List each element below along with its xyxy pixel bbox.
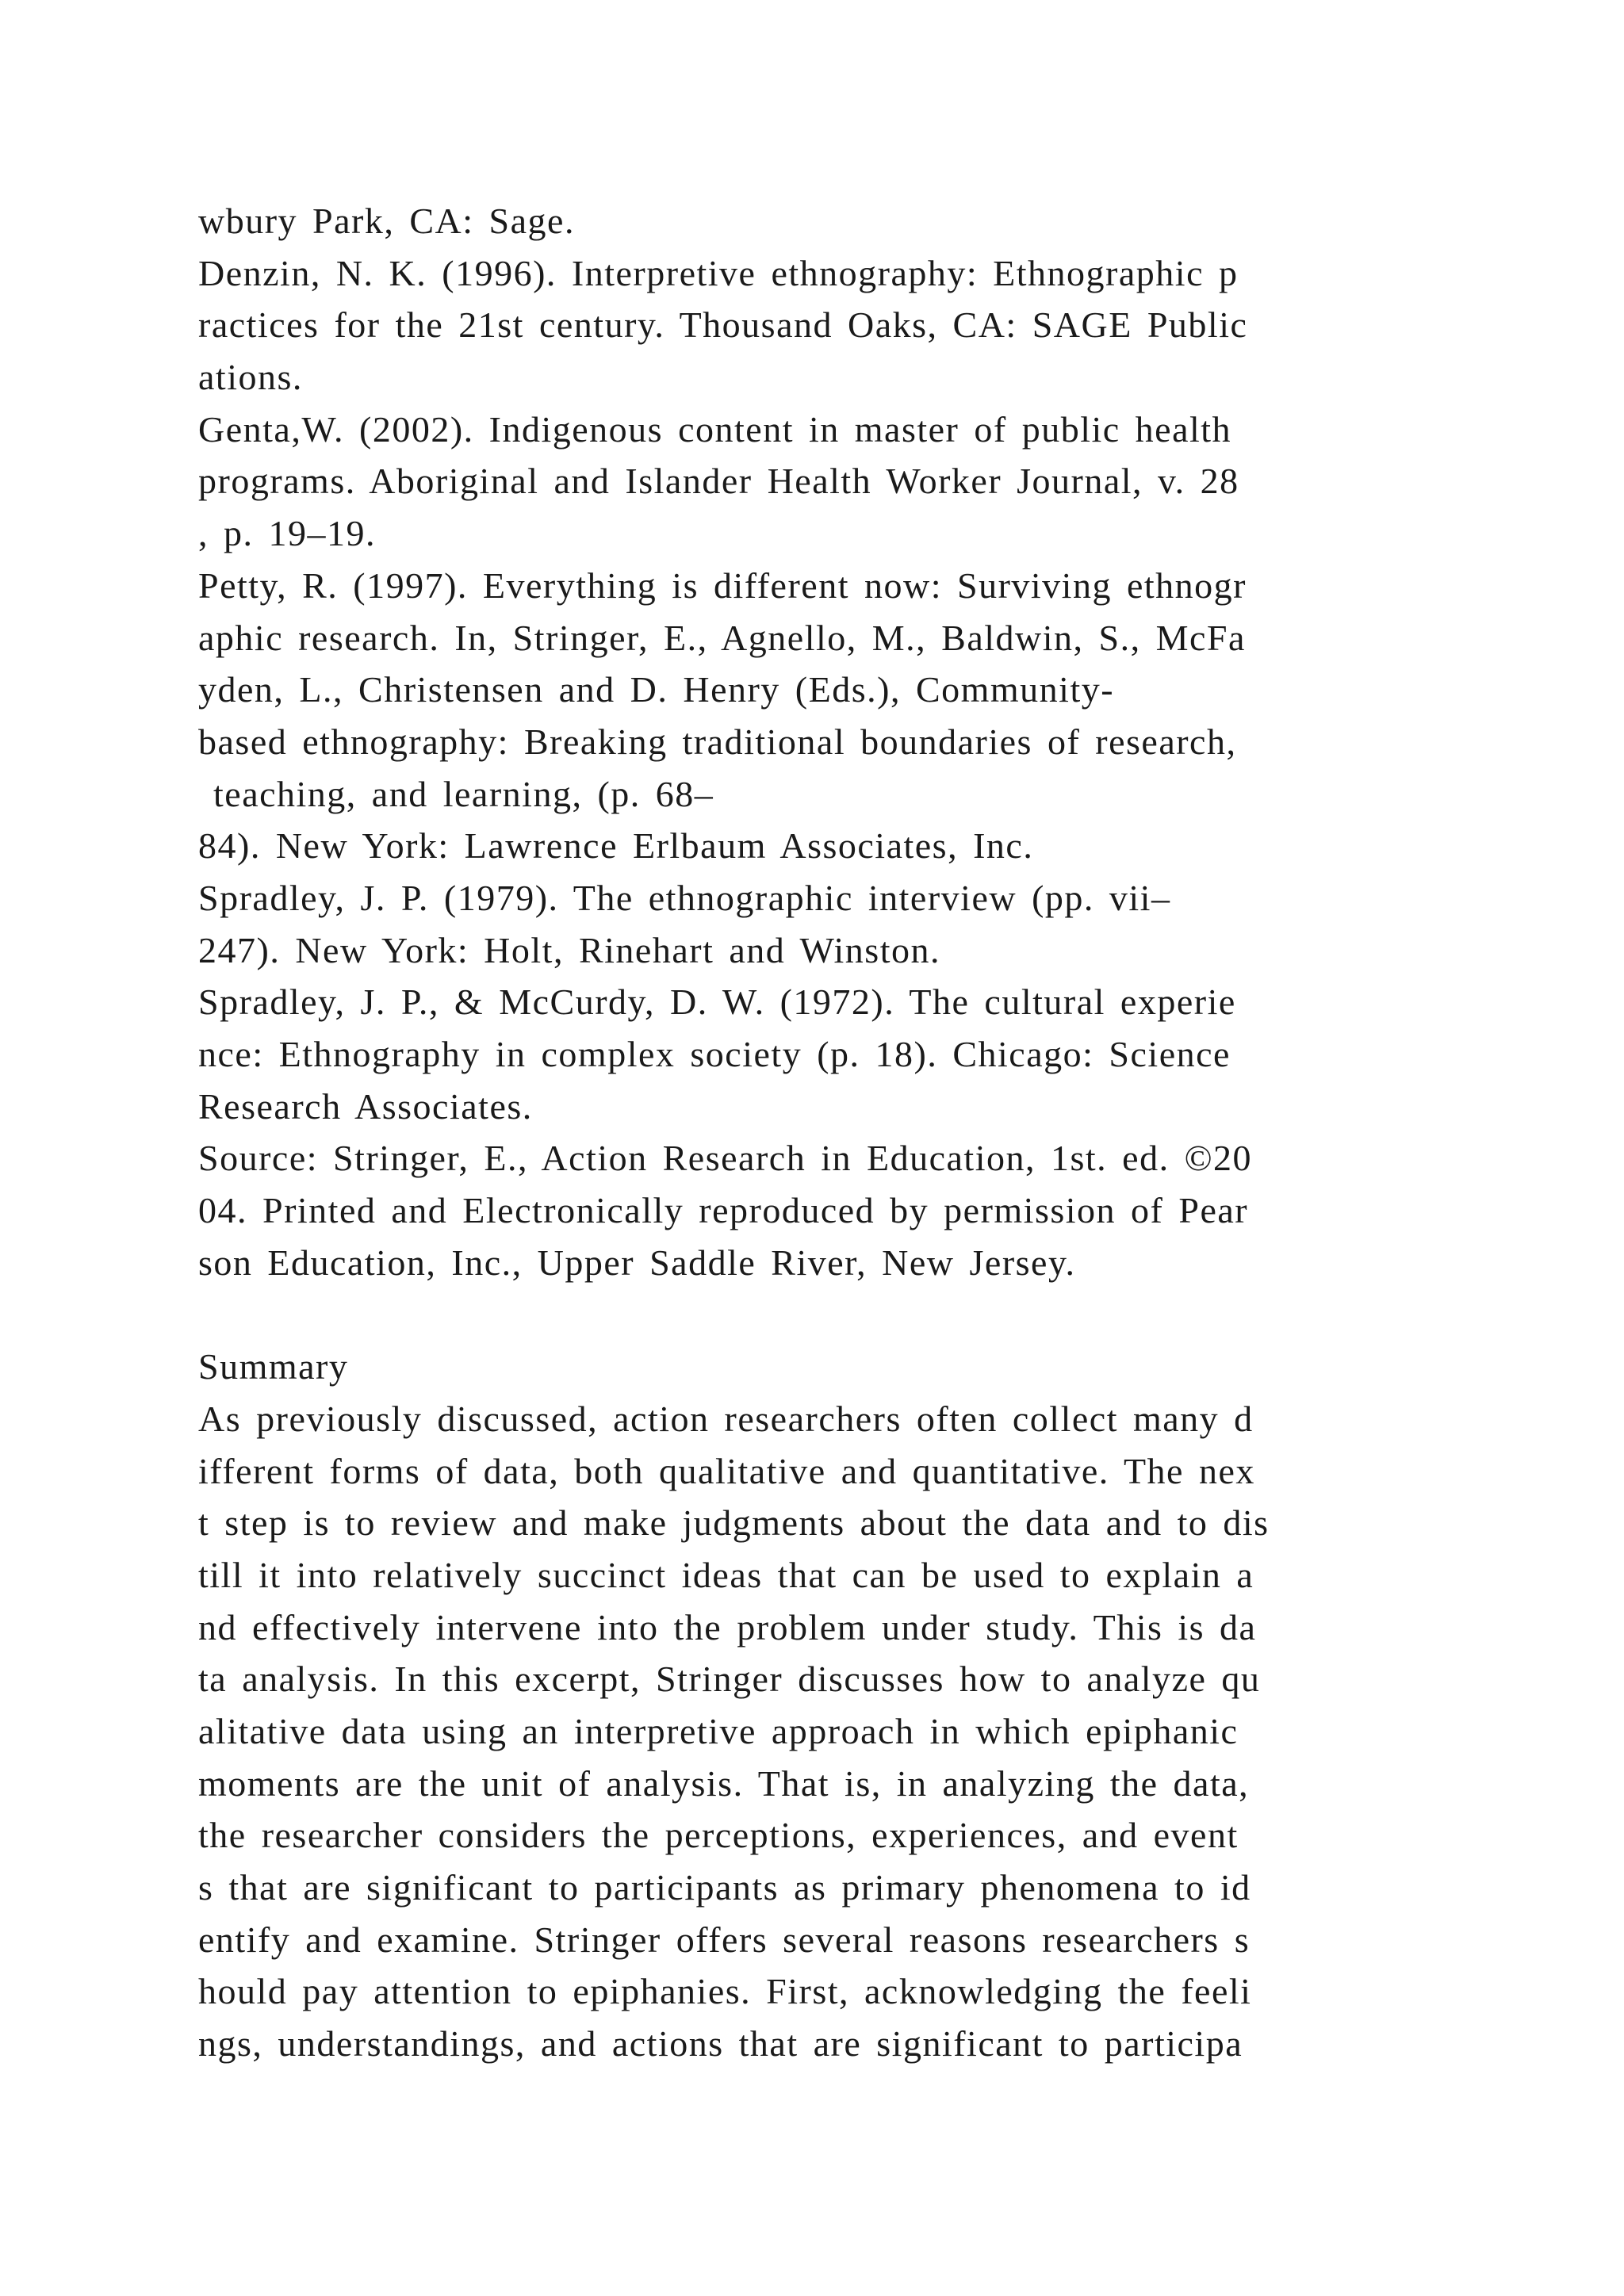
summary-line: As previously discussed, action researchers often collect many d: [198, 1398, 1254, 1439]
reference-list: [198, 195, 1435, 1288]
reference-line: Research Associates.: [198, 1085, 533, 1127]
summary-line: ifferent forms of data, both qualitative and quantitative. The nex: [198, 1450, 1255, 1491]
summary-line: the researcher considers the perceptions, experiences, and event: [198, 1815, 1239, 1856]
reference-line: 247). New York: Holt, Rinehart and Winston.: [198, 929, 940, 970]
document-text: [198, 195, 1435, 2070]
reference-line: wbury Park, CA: Sage.: [198, 201, 575, 241]
summary-line: ngs, understandings, and actions that are significant to participa: [198, 2023, 1243, 2064]
reference-line: ractices for the 21st century. Thousand Oaks, CA: SAGE Public: [198, 304, 1248, 346]
reference-line: aphic research. In, Stringer, E., Agnello, M., Baldwin, S., McFa: [198, 617, 1246, 658]
summary-line: t step is to review and make judgments about the data and to dis: [198, 1502, 1270, 1544]
source-line: Source: Stringer, E., Action Research in Education, 1st. ed. ©20: [198, 1138, 1253, 1179]
summary-line: alitative data using an interpretive approach in which epiphanic: [198, 1710, 1239, 1751]
reference-line: Spradley, J. P., & McCurdy, D. W. (1972). The cultural experie: [198, 982, 1236, 1023]
summary-line: ta analysis. In this excerpt, Stringer discusses how to analyze qu: [198, 1659, 1261, 1700]
summary-line: nd effectively intervene into the problem under study. This is da: [198, 1606, 1257, 1647]
reference-line: , p. 19–19.: [198, 513, 376, 554]
paragraph-gap: [198, 1288, 1435, 1341]
reference-line: based ethnography: Breaking traditional boundaries of research,: [198, 721, 1237, 762]
reference-line: Spradley, J. P. (1979). The ethnographic interview (pp. vii–: [198, 877, 1171, 918]
summary-line: hould pay attention to epiphanies. First, acknowledging the feeli: [198, 1971, 1252, 2012]
source-line: 04. Printed and Electronically reproduced by permission of Pear: [198, 1190, 1249, 1231]
reference-line: 84). New York: Lawrence Erlbaum Associates, Inc.: [198, 825, 1034, 867]
summary-section: [198, 1341, 1435, 2070]
summary-heading: Summary: [198, 1346, 349, 1387]
reference-line: Denzin, N. K. (1996). Interpretive ethnography: Ethnographic p: [198, 252, 1239, 293]
reference-line: ations.: [198, 357, 303, 398]
reference-line: Petty, R. (1997). Everything is different now: Surviving ethnogr: [198, 564, 1247, 606]
reference-line: nce: Ethnography in complex society (p. 18). Chicago: Science: [198, 1034, 1231, 1074]
summary-line: till it into relatively succinct ideas that can be used to explain a: [198, 1554, 1254, 1595]
summary-line: moments are the unit of analysis. That is, in analyzing the data,: [198, 1762, 1250, 1804]
summary-line: s that are significant to participants as primary phenomena to id: [198, 1867, 1251, 1908]
reference-line: Genta,W. (2002). Indigenous content in master of public health: [198, 408, 1232, 450]
reference-line: yden, L., Christensen and D. Henry (Eds.), Community-: [198, 669, 1115, 710]
source-line: son Education, Inc., Upper Saddle River, New Jersey.: [198, 1242, 1076, 1283]
reference-line: programs. Aboriginal and Islander Health Worker Journal, v. 28: [198, 461, 1239, 502]
reference-line: teaching, and learning, (p. 68–: [198, 773, 714, 814]
summary-line: entify and examine. Stringer offers several reasons researchers s: [198, 1919, 1251, 1960]
